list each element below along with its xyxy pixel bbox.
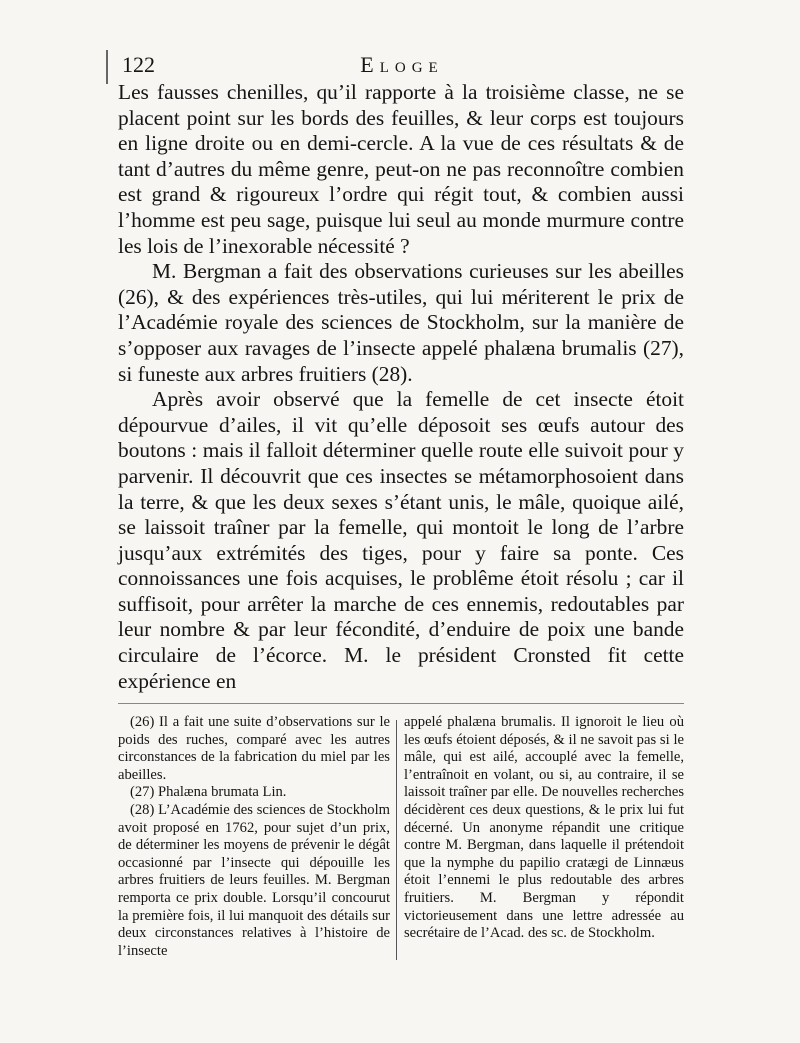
paragraph-1: Les fausses chenilles, qu’il rapporte à la troisième classe, ne se placent point sur les bords des feuilles, & leur corps est toujours en ligne droite ou en demi-cercle. A la vue de ces résultats & de tant d’autres du même genre, peut-on ne pas reconnoître combien est grand & rigoureux l’ordre qui régit tout, & combien aussi l’homme est peu sage, puisque lui seul au monde murmure contre les lois de l’inexorable nécessité ?	[118, 80, 684, 258]
footnotes-left-column	[118, 714, 390, 960]
footnote-rule	[118, 703, 684, 704]
paragraph-3: Après avoir observé que la femelle de cet insecte étoit dépourvue d’ailes, il vit qu’elle déposoit ses œufs autour des boutons : mais il falloit déterminer quelle route elle suivoit pour y parvenir. Il découvrit que ces insectes se métamorphosoient dans la terre, & que les deux sexes s’étant unis, le mâle, quoique ailé, se laissoit traîner par la femelle, qui montoit le long de l’arbre jusqu’aux extrémités des tiges, pour y faire sa ponte. Ces connoissances une fois acquises, le problême étoit résolu ; car il suffisoit, pour arrêter la marche de ces ennemis, redoutables par leur nombre & par leur fécondité, d’enduire de poix une bande circulaire de l’écorce. M. le président Cronsted fit cette expérience en	[118, 387, 684, 693]
paragraph-2: M. Bergman a fait des observations curieuses sur les abeilles (26), & des expériences très-utiles, qui lui mériterent le prix de l’Académie royale des sciences de Stockholm, sur la manière de s’opposer aux ravages de l’insecte appelé phalæna brumalis (27), si funeste aux arbres fruitiers (28).	[118, 259, 684, 386]
footnote-27: (27) Phalæna brumata Lin.	[130, 784, 287, 801]
page-header	[122, 52, 682, 82]
column-divider	[396, 720, 397, 960]
footnote-28-continued: appelé phalæna brumalis. Il ignoroit le lieu où les œufs étoient déposés, & il ne savoit pas si le mâle, qui est ailé, accouplé avec la femelle, l’entraînoit en volant, ou si, au contraire, il se laissoit traîner par elle. De nouvelles recherches décidèrent ces deux questions, & le prix lui fut décerné. Un anonyme répandit une critique contre M. Bergman, dans laquelle il prétendoit que la nymphe du papilio cratægi de Linnæus étoit l’ennemi le plus redoutable des arbres fruitiers. M. Bergman y répondit victorieusement dans une lettre adressée au secrétaire de l’Acad. des sc. de Stockholm.	[404, 714, 684, 942]
footnotes-right-column	[404, 714, 684, 943]
page-number: 122	[122, 52, 155, 77]
running-title: Eloge	[360, 52, 444, 77]
gutter-mark	[106, 50, 108, 84]
footnote-26: (26) Il a fait une suite d’observations sur le poids des ruches, comparé avec les autres circonstances de la fabrication du miel par les abeilles.	[118, 714, 390, 783]
main-text	[118, 80, 684, 694]
footnote-28: (28) L’Académie des sciences de Stockholm avoit proposé en 1762, pour sujet d’un prix, de déterminer les moyens de prévenir le dégât occasionné par l’insecte qui dépouille les arbres fruitiers de leurs feuilles. M. Bergman remporta ce prix double. Lorsqu’il concourut la première fois, il lui manquoit des détails sur deux circonstances relatives à l’histoire de l’insecte	[118, 801, 390, 959]
